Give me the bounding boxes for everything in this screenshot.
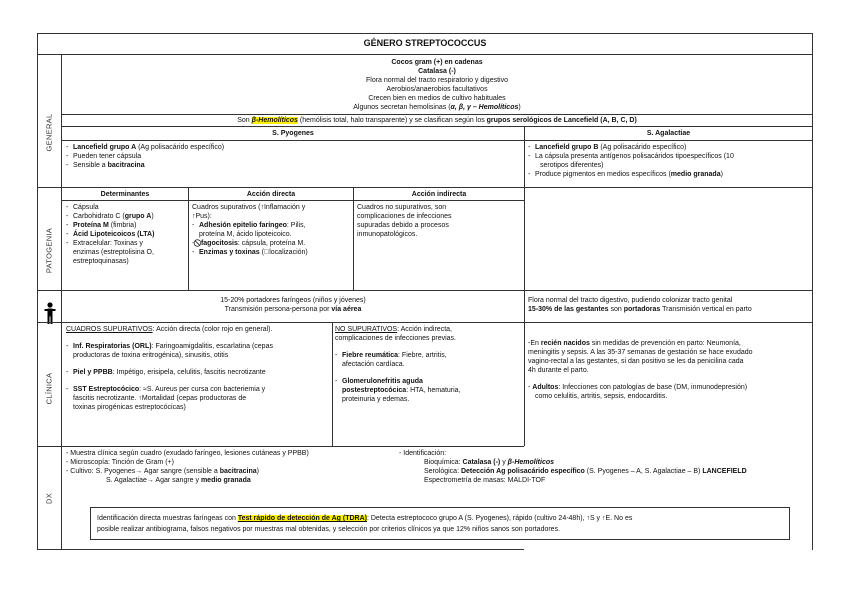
epi-agalactiae-line-1: Flora normal del tracto digestivo, pudiendo colonizar tracto genital: [528, 297, 733, 304]
divider: [38, 54, 812, 55]
page-title: GÉNERO STREPTOCOCCUS: [363, 38, 487, 48]
epi-agalactiae-line-2: 15-30% de las gestantes son portadoras Transmisión vertical en parto: [528, 306, 752, 313]
list-item: - La cápsula presenta antígenos polisacáridos tipoespecíficos (10: [528, 153, 734, 160]
header-determinantes: Determinantes: [100, 191, 150, 198]
person-icon: [44, 302, 56, 324]
general-line-3: Flora normal del tracto respiratorio y digestivo: [365, 77, 508, 84]
header-accion-directa: Acción directa: [246, 191, 296, 198]
clinica-agalactiae: -En recién nacidos sin medidas de prevención en parto: Neumonía, meningitis y sepsis. A las 35-37 semanas de gestación se hace exudado vagino-rectal a las gestantes, si dan positivo se les da penicilina cada 4h durante el parto. - Adultos: Infecciones con patologías de base (DM, inmunodepresión) como celulitis, artritis, sepsis, endocarditis.: [528, 340, 753, 400]
general-line-6: Algunos secretan hemolisinas (α, β, γ – Hemolíticos): [353, 104, 521, 111]
list-item: - Enzimas y toxinas (⃠localización): [192, 249, 308, 256]
section-label-dx: DX: [44, 492, 54, 505]
list-item-continuation: serotipos diferentes): [540, 162, 604, 169]
list-item: - Pueden tener cápsula: [66, 152, 224, 161]
list-item: - Fiebre reumática: Fiebre, artritis,: [335, 352, 447, 359]
epi-pyogenes-line-2: Transmisión persona-persona por vía aérea: [224, 306, 362, 313]
list-item: - Carbohidrato C (grupo A): [66, 213, 154, 220]
list-item: - Inf. Respiratorias (ORL): Faringoamigdalitis, escarlatina (cepas: [66, 343, 273, 350]
dx-right: - Identificación: Bioquímica: Catalasa (-) y β-Hemolíticos Serológica: Detección Ag polisacárido específico (S. Pyogenes – A, S. Agalactiae – B) LANCEFIELD Espectrometría de masas: MALDI-TOF: [399, 450, 747, 484]
header-agalactiae: S. Agalactiae: [646, 130, 691, 137]
list-item: - Piel y PPBB: Impétigo, erisipela, celulitis, fascitis necrotizante: [66, 369, 266, 376]
list-item: - Ácid Lipoteicoicos (LTA): [66, 231, 155, 238]
beta-hemolytic-line: Son β-Hemolíticos (hemólisis total, halo transparente) y se clasifican según los grupos serológicos de Lancefield (A, B, C, D): [237, 117, 637, 124]
list-item: - Sensible a bacitracina: [66, 161, 224, 170]
list-item: - Glomerulonefritis aguda: [335, 378, 423, 385]
section-label-clinica: CLÍNICA: [44, 372, 54, 405]
clinica-no-supurativos: NO SUPURATIVOS: Acción indirecta, complicaciones de infecciones previas. - Fiebre reumática: Fiebre, artritis, afectación cardíaca. - Glomerulonefritis aguda postestreptocócica: HTA, hematuria, proteinuria y edemas.: [335, 326, 461, 403]
accion-indirecta-content: Cuadros no supurativos, son complicaciones de infecciones supuradas debido a procesos inmunopatológicos.: [357, 204, 452, 238]
tdra-box: Identificación directa muestras faríngeas con Test rápido de detección de Ag (TDRA): Detecta estreptococo grupo A (S. Pyogenes), rápido (cultivo 24-48h), ↑S y ↑E. No es posible realizar antibiograma, falsos negativos por muestras mal obtenidas, y selección por criterios clínicos ya que 12% niños sanos son portadores.: [90, 507, 790, 540]
agalactiae-general-list: [528, 143, 734, 179]
clinica-supurativos: CUADROS SUPURATIVOS: Acción directa (color rojo en general). - Inf. Respiratorias (ORL): Faringoamigdalitis, escarlatina (cepas productoras de toxina eritrogénica), sinusitis, otitis - Piel y PPBB: Impétigo, erisipela, celulitis, fascitis necrotizante - SST Estreptocócico: ≈S. Aureus per cursa con bacteriemia y fascitis necrotizante. ↑Mortalidad (cepas productoras de toxinas pirogénicas estreptocócicas): [66, 326, 273, 411]
section-label-general: GENERAL: [44, 113, 54, 152]
general-line-5: Crecen bien en medios de cultivo habituales: [368, 95, 506, 102]
accion-directa-content: Cuadros supurativos (↑Inflamación y ↑Pus): - Adhesión epitelio faríngeo: Pilis, proteína M, ácido lipoteicoico. - ⃠ fagocitosis: cápsula, proteína M. - Enzimas y toxinas (⃠localización): [192, 204, 308, 256]
list-item: - SST Estreptocócico: ≈S. Aureus per cursa con bacteriemia y: [66, 386, 266, 393]
header-pyogenes: S. Pyogenes: [272, 130, 314, 137]
header-accion-indirecta: Acción indirecta: [411, 191, 467, 198]
list-item-continuation: estreptoquinasas): [73, 258, 129, 265]
list-item: - Cápsula: [66, 204, 99, 211]
dx-left: - Muestra clínica según cuadro (exudado faríngeo, lesiones cutáneas y PPBB) - Microscopía: Tinción de Gram (+) - Cultivo: S. Pyogenes→ Agar sangre (sensible a bacitracina) S. Agalactiae→ Agar sangre y medio granada: [66, 450, 309, 484]
list-item-continuation: proteína M, ácido lipoteicoico.: [199, 231, 292, 238]
pyogenes-general-list: [66, 143, 224, 170]
list-item: - Lancefield grupo A (Ag polisacárido específico): [66, 143, 224, 152]
list-item: - Proteína M (fimbria): [66, 222, 137, 229]
list-item: - Produce pigmentos en medios específicos (medio granada): [528, 171, 723, 178]
general-line-2: Catalasa (-): [418, 68, 456, 75]
epi-pyogenes-line-1: 15-20% portadores faríngeos (niños y jóvenes): [220, 297, 366, 304]
general-line-4: Aerobios/anaerobios facultativos: [386, 86, 488, 93]
list-item: - Adhesión epitelio faríngeo: Pilis,: [192, 222, 306, 229]
section-label-patogenia: PATOGENIA: [44, 227, 54, 274]
list-item: - ⃠ fagocitosis: cápsula, proteína M.: [192, 240, 306, 247]
document-table: [37, 33, 813, 550]
determinantes-list: [66, 203, 154, 266]
general-line-1: Cocos gram (+) en cadenas: [391, 59, 483, 66]
list-item: - Extracelular: Toxinas y: [66, 240, 143, 247]
list-item-continuation: enzimas (estreptolisina O,: [73, 249, 154, 256]
list-item: - Lancefield grupo B (Ag polisacárido específico): [528, 144, 687, 151]
